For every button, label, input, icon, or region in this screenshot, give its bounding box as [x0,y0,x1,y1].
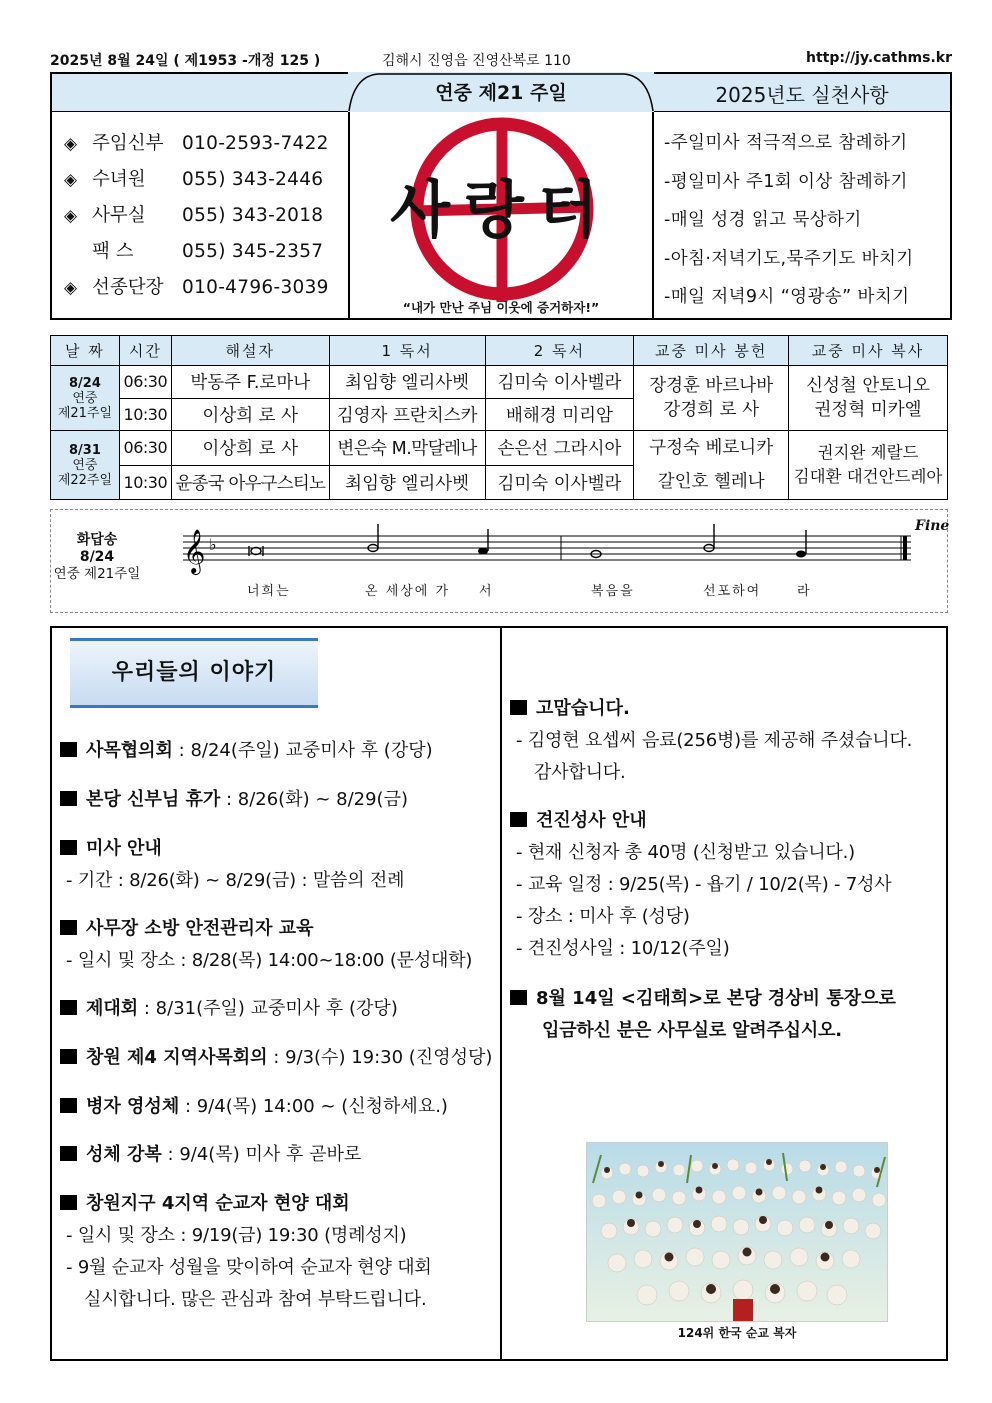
news-title: 창원 제4 지역사목회의 [86,1047,268,1068]
stories-title: 우리들의 이야기 [70,638,318,708]
square-bullet-icon [60,742,77,757]
news-item [60,736,433,762]
col-header: 시간 [119,336,171,366]
news-detail: - 장소 : 미사 후 (성당) [516,906,690,927]
server-name: 권지완 제랄드 [817,443,919,462]
news-text: : 8/26(화) ~ 8/29(금) [220,789,408,810]
contact-label: 팩 스 [92,241,134,262]
reading1-cell: 변은숙 M.막달레나 [329,431,485,466]
time-cell: 10:30 [119,465,171,500]
news-text: : 9/3(수) 19:30 (진영성당) [267,1047,493,1068]
lyric: 서 [479,584,494,599]
offering-cell [634,431,789,500]
news-detail: 실시합니다. 많은 관심과 참여 부탁드립니다. [84,1289,427,1310]
news-title: 고맙습니다. [536,698,630,719]
col-header: 교중 미사 봉헌 [634,336,789,366]
date-text: 8/31 [68,442,101,458]
contact-phone: 010-2593-7422 [182,133,329,154]
square-bullet-icon [60,1000,77,1015]
news-title: 8월 14일 <김태희>로 본당 경상비 통장으로 [536,988,896,1009]
reading2-cell: 김미숙 이사벨라 [485,465,634,500]
col-header: 날 짜 [51,336,120,366]
news-text: : 9/4(목) 14:00 ~ (신청하세요.) [179,1096,448,1117]
square-bullet-icon [60,840,77,855]
news-item [510,984,896,1010]
date-text: 8/24 [68,375,101,391]
column-divider [500,628,502,1359]
server-cell [789,366,948,431]
news-item [60,785,408,811]
square-bullet-icon [60,1195,77,1210]
news-text: : 8/31(주일) 교중미사 후 (강당) [138,998,398,1019]
contact-phone: 010-4796-3039 [182,277,329,298]
reading1-cell: 최임향 엘리사벳 [329,366,485,399]
lyric: 복음을 [591,584,635,599]
news-item [60,1043,492,1069]
contact-row [64,126,348,162]
news-detail: - 견진성사일 : 10/12(주일) [516,938,730,959]
news-title: 성체 강복 [86,1144,162,1165]
divider [652,112,654,320]
col-header: 2 독서 [485,336,634,366]
lyric: 라 [797,584,812,599]
news-detail: 감사합니다. [534,762,626,783]
offering-cell [634,366,789,431]
reading1-cell: 김영자 프란치스카 [329,398,485,431]
news-title: 사목협의회 [86,740,173,761]
diamond-icon: ◈ [64,206,78,226]
sunday-title: 연중 제21 주일 [435,82,567,104]
square-bullet-icon [60,920,77,935]
contact-row [64,162,348,198]
flat-icon: ♭ [209,535,217,554]
col-header: 교중 미사 복사 [789,336,948,366]
square-bullet-icon [60,791,77,806]
news-item [60,914,313,940]
news-item [60,1092,448,1118]
martyrs-illustration [587,1143,888,1322]
square-bullet-icon [60,1146,77,1161]
lyric: 너희는 [247,584,291,599]
news-detail: - 기간 : 8/26(화) ~ 8/29(금) : 말씀의 전례 [66,870,405,891]
contact-list [64,126,348,306]
news-item [60,1189,350,1215]
news-item [510,694,630,720]
treble-clef-icon: 𝄞 [183,529,206,573]
date-cell [51,366,120,431]
plan-title: 2025년도 실천사항 [715,83,889,107]
news-title: 창원지구 4지역 순교자 현양 대회 [86,1193,350,1214]
logo-text: 사랑터 [390,173,612,246]
contact-phone: 055) 343-2446 [182,169,324,190]
square-bullet-icon [60,1098,77,1113]
date-text: 제21주일 [57,405,113,421]
motto: “내가 만난 주님 이웃에 증거하자!” [402,300,600,315]
reading2-cell: 배해경 미리암 [485,398,634,431]
time-cell: 10:30 [119,398,171,431]
news-item [510,806,647,832]
practice-item: -매일 성경 읽고 묵상하기 [664,210,862,230]
news-item [60,994,398,1020]
practice-item: -아침·저녁기도,묵주기도 바치기 [664,248,914,269]
contact-label: 주임신부 [92,133,164,154]
table-row [51,431,948,466]
news-detail: - 현재 신청자 총 40명 (신청받고 있습니다.) [516,842,855,863]
psalm-title: 화답송 [76,532,118,548]
news-detail: - 일시 및 장소 : 9/19(금) 19:30 (명례성지) [66,1225,407,1246]
psalm-date: 8/24 [79,549,115,565]
offering-name: 갈인호 헬레나 [657,472,765,492]
date-text: 연중 [72,390,98,406]
news-item [60,1140,361,1166]
news-detail: - 일시 및 장소 : 8/28(목) 14:00~18:00 (문성대학) [66,950,473,971]
news-text: : 8/24(주일) 교중미사 후 (강당) [172,740,433,761]
server-name: 권정혁 미카엘 [814,400,922,420]
contact-row [64,198,348,234]
news-title: 사무장 소방 안전관리자 교육 [86,918,314,939]
contact-row [64,234,348,270]
news-title: 병자 영성체 [86,1096,180,1117]
news-detail: 입금하신 분은 사무실로 알려주십시오. [542,1020,842,1041]
practice-item: -평일미사 주1회 이상 참례하기 [664,171,908,192]
commentator-cell: 이상희 로 사 [171,431,329,466]
sarangteo-logo [350,112,652,320]
time-cell: 06:30 [119,366,171,399]
practice-item: -주일미사 적극적으로 참례하기 [664,133,908,153]
news-detail: - 9월 순교자 성월을 맞이하여 순교자 현양 대회 [66,1257,432,1278]
date-text: 연중 [72,457,98,473]
table-header-row [51,336,948,366]
painting-caption: 124위 한국 순교 복자 [677,1326,797,1340]
practice-item: -매일 저녁9시 “영광송” 바치기 [664,287,910,307]
reading2-cell: 손은선 그라시아 [485,431,634,466]
masthead-line [50,48,952,70]
contact-row [64,270,348,306]
time-cell: 06:30 [119,431,171,466]
sunday-tab [348,72,654,112]
mass-schedule-table [50,335,948,500]
col-header: 해설자 [171,336,329,366]
martyrs-painting [586,1142,888,1322]
diamond-icon: ◈ [64,278,78,298]
contact-label: 수녀원 [92,169,146,190]
server-name: 신성철 안토니오 [806,376,930,396]
date-text: 제22주일 [57,472,113,488]
news-detail: - 김영현 요셉씨 음료(256병)를 제공해 주셨습니다. [516,730,913,751]
fine-mark: Fine [915,518,950,534]
bulletin-header [50,72,952,320]
news-title: 본당 신부님 휴가 [86,789,221,810]
lyric: 온 세상에 가 [365,584,451,599]
server-cell [789,431,948,500]
table-row [51,366,948,399]
reading2-cell: 김미숙 이사벨라 [485,366,634,399]
issue-date: 2025년 8월 24일 ( 제1953 -개정 125 ) [50,53,321,69]
commentator-cell: 박동주 F.로마나 [171,366,329,399]
responsorial-psalm [50,509,948,613]
square-bullet-icon [60,1049,77,1064]
news-title: 견진성사 안내 [536,810,647,831]
music-staff [51,510,950,612]
psalm-sunday: 연중 제21주일 [53,566,141,582]
news-item [60,834,162,860]
reading1-cell: 최임향 엘리사벳 [329,465,485,500]
website-link[interactable]: http://jy.cathms.kr [805,50,952,66]
contact-phone: 055) 345-2357 [182,241,324,262]
diamond-icon: ◈ [64,170,78,190]
parish-news [50,626,948,1361]
lyric: 선포하여 [703,584,762,599]
commentator-cell: 이상희 로 사 [171,398,329,431]
offering-name: 구정숙 베로니카 [649,438,774,458]
news-title: 제대회 [86,998,139,1019]
square-bullet-icon [510,700,527,715]
practice-list [664,124,954,317]
diamond-icon: ◈ [64,134,78,154]
contact-label: 사무실 [92,205,146,226]
offering-name: 장경훈 바르나바 [649,376,774,396]
commentator-cell: 윤종국 아우구스티노 [171,465,329,500]
offering-name: 강경희 로 사 [663,400,759,420]
news-text: : 9/4(목) 미사 후 곧바로 [161,1144,362,1165]
square-bullet-icon [510,812,527,827]
server-name: 김대환 대건안드레아 [793,467,943,486]
church-address: 김해시 진영읍 진영산복로 110 [382,53,571,69]
bullet-blank [64,234,92,270]
col-header: 1 독서 [329,336,485,366]
square-bullet-icon [510,990,527,1005]
contact-phone: 055) 343-2018 [182,205,324,226]
date-cell [51,431,120,500]
news-detail: - 교육 일정 : 9/25(목) - 욥기 / 10/2(목) - 7성사 [516,874,892,895]
news-title: 미사 안내 [86,838,162,859]
contact-label: 선종단장 [92,277,164,298]
